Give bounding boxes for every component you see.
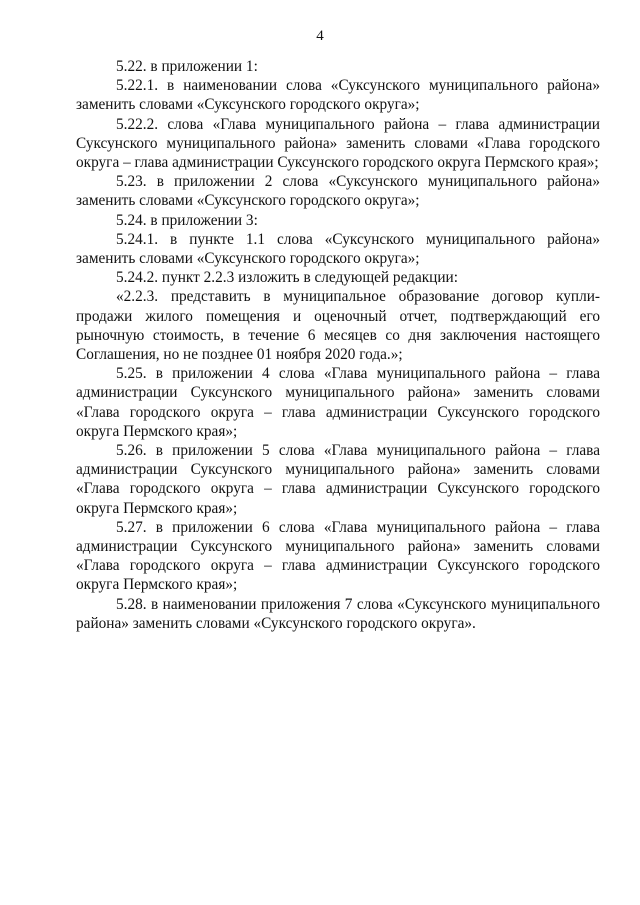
paragraph-5-27: 5.27. в приложении 6 слова «Глава муниципального района – глава администрации Суксунского муниципального района» заменить словами «Глава городского округа – глава администрации Суксунского городского округа Пермского края»; — [76, 518, 600, 594]
paragraph-2-2-3-quote: «2.2.3. представить в муниципальное образование договор купли-продажи жилого помещения и оценочный отчет, подтверждающий его рыночную стоимость, в течение 6 месяцев со дня заключения настоящего Соглашения, но не позднее 01 ноября 2020 года.»; — [76, 288, 600, 364]
paragraph-5-22-1: 5.22.1. в наименовании слова «Суксунского муниципального района» заменить словами «Суксунского городского округа»; — [76, 77, 600, 114]
document-body — [76, 57, 600, 633]
paragraph-5-25: 5.25. в приложении 4 слова «Глава муниципального района – глава администрации Суксунского муниципального района» заменить словами «Глава городского округа – глава администрации Суксунского городского округа Пермского края»; — [76, 365, 600, 440]
paragraph-5-26: 5.26. в приложении 5 слова «Глава муниципального района – глава администрации Суксунского муниципального района» заменить словами «Глава городского округа – глава администрации Суксунского городского округа Пермского края»; — [76, 442, 600, 517]
paragraph-5-24-2: 5.24.2. пункт 2.2.3 изложить в следующей редакции: — [116, 269, 458, 287]
paragraph-5-22-2: 5.22.2. слова «Глава муниципального района – глава администрации Суксунского муниципального района» заменить словами «Глава городского округа – глава администрации Суксунского городского округа Пермского края»; — [76, 115, 600, 172]
paragraph-5-22: 5.22. в приложении 1: — [116, 58, 258, 75]
paragraph-5-23: 5.23. в приложении 2 слова «Суксунского муниципального района» заменить словами «Суксунского городского округа»; — [76, 173, 600, 210]
paragraph-5-28: 5.28. в наименовании приложения 7 слова «Суксунского муниципального района» заменить словами «Суксунского городского округа». — [76, 595, 600, 632]
page-number: 4 — [316, 28, 324, 44]
paragraph-5-24: 5.24. в приложении 3: — [116, 211, 258, 229]
paragraph-5-24-1: 5.24.1. в пункте 1.1 слова «Суксунского муниципального района» заменить словами «Суксунского городского округа»; — [76, 230, 600, 268]
